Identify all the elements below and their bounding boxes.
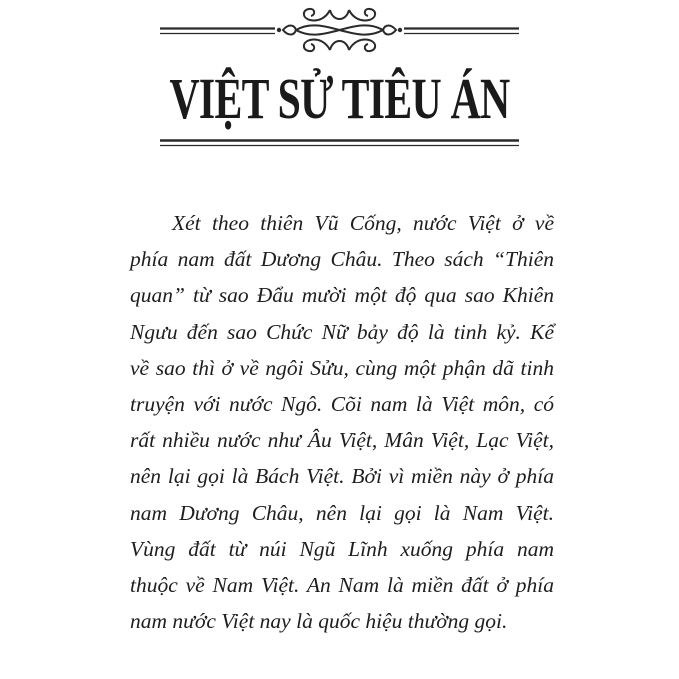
text-line: truyện với nước Ngô. Cõi nam là Việt môn, có	[130, 392, 554, 417]
top-ornament	[0, 0, 679, 60]
text-line: Xét theo thiên Vũ Cống, nước Việt ở về	[172, 211, 554, 235]
text-line: rất nhiều nước như Âu Việt, Mân Việt, Lạc Việt,	[130, 428, 554, 453]
text-line: Vùng đất từ núi Ngũ Lĩnh xuống phía nam	[130, 536, 554, 561]
text-line: về sao thì ở về ngôi Sửu, cùng một phận dã tinh	[130, 355, 554, 380]
text-line: phía nam đất Dương Châu. Theo sách “Thiên	[130, 247, 554, 272]
text-line: nam Dương Châu, nên lại gọi là Nam Việt.	[130, 500, 554, 525]
body-paragraph	[130, 205, 554, 639]
title-underline-rule	[0, 132, 679, 152]
text-line: nam nước Việt nay là quốc hiệu thường gọi.	[130, 609, 508, 634]
flourish-icon	[283, 9, 396, 51]
text-line: quan” từ sao Đẩu mười một độ qua sao Khiên	[130, 283, 554, 308]
text-line: thuộc về Nam Việt. An Nam là miền đất ở phía	[130, 573, 554, 598]
text-line: nên lại gọi là Bách Việt. Bởi vì miền này ở phía	[130, 464, 554, 489]
text-line: Ngưu đến sao Chức Nữ bảy độ là tinh kỷ. Kể	[130, 319, 554, 344]
page-title: VIỆT SỬ TIÊU ÁN	[169, 66, 510, 131]
